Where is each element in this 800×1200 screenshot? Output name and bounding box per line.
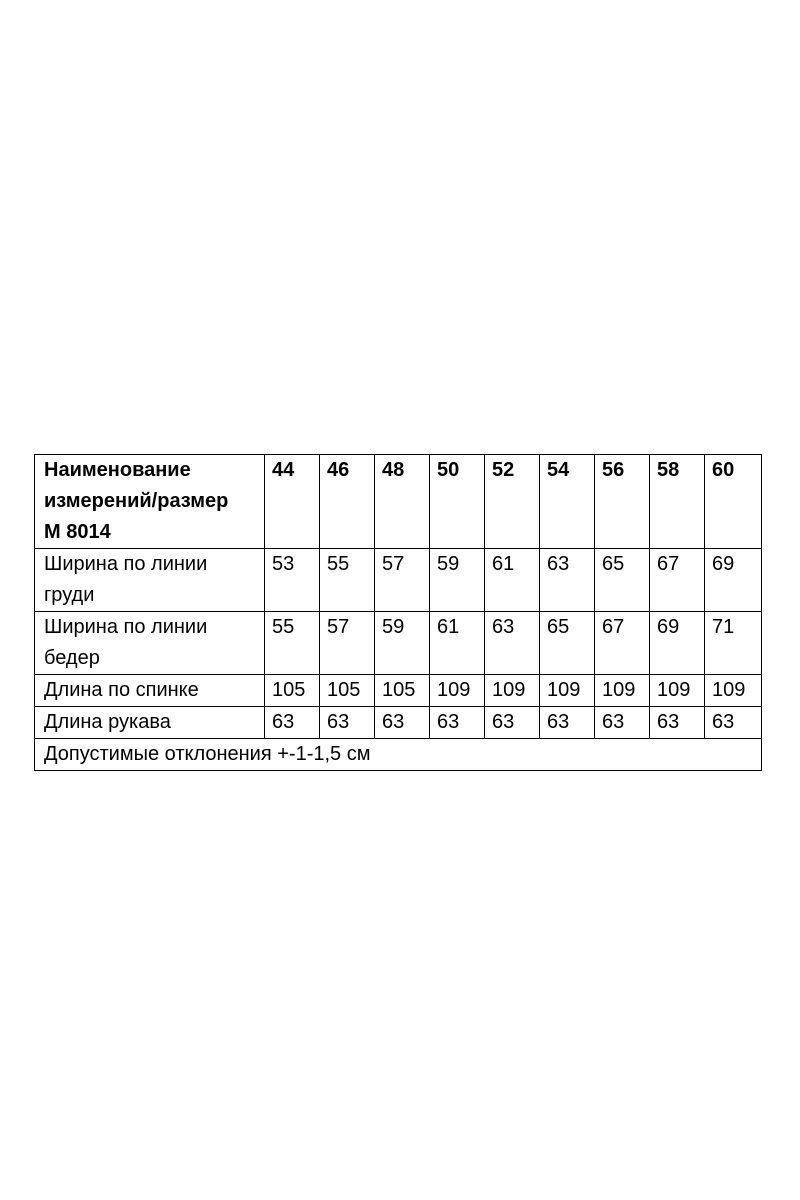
- size-cell: 48: [375, 455, 430, 549]
- value-cell: 63: [650, 707, 705, 739]
- value-cell: 61: [485, 549, 540, 612]
- value-cell: 105: [265, 675, 320, 707]
- size-cell: 50: [430, 455, 485, 549]
- value-cell: 105: [375, 675, 430, 707]
- value-cell: 63: [265, 707, 320, 739]
- value-cell: 55: [265, 612, 320, 675]
- row-label-cell: Ширина по линии бедер: [35, 612, 265, 675]
- value-cell: 57: [375, 549, 430, 612]
- value-cell: 63: [540, 549, 595, 612]
- table-row: [35, 612, 762, 675]
- value-cell: 55: [320, 549, 375, 612]
- value-cell: 109: [650, 675, 705, 707]
- size-cell: 46: [320, 455, 375, 549]
- value-cell: 67: [595, 612, 650, 675]
- tolerance-note: Допустимые отклонения +-1-1,5 см: [35, 739, 762, 771]
- value-cell: 63: [430, 707, 485, 739]
- table-row: [35, 549, 762, 612]
- value-cell: 63: [705, 707, 762, 739]
- header-label-cell: Наименование измерений/размер М 8014: [35, 455, 265, 549]
- value-cell: 63: [540, 707, 595, 739]
- value-cell: 65: [595, 549, 650, 612]
- value-cell: 109: [705, 675, 762, 707]
- table-row: [35, 675, 762, 707]
- value-cell: 63: [485, 707, 540, 739]
- header-row: [35, 455, 762, 549]
- row-label-cell: Ширина по линии груди: [35, 549, 265, 612]
- value-cell: 61: [430, 612, 485, 675]
- value-cell: 57: [320, 612, 375, 675]
- size-cell: 58: [650, 455, 705, 549]
- value-cell: 109: [485, 675, 540, 707]
- value-cell: 69: [705, 549, 762, 612]
- row-label-cell: Длина по спинке: [35, 675, 265, 707]
- value-cell: 65: [540, 612, 595, 675]
- value-cell: 69: [650, 612, 705, 675]
- row-label-cell: Длина рукава: [35, 707, 265, 739]
- value-cell: 109: [540, 675, 595, 707]
- table-row: [35, 707, 762, 739]
- size-cell: 44: [265, 455, 320, 549]
- size-chart-table: [34, 454, 762, 771]
- value-cell: 63: [375, 707, 430, 739]
- value-cell: 71: [705, 612, 762, 675]
- value-cell: 109: [430, 675, 485, 707]
- value-cell: 53: [265, 549, 320, 612]
- value-cell: 59: [375, 612, 430, 675]
- value-cell: 63: [485, 612, 540, 675]
- note-row: [35, 739, 762, 771]
- value-cell: 109: [595, 675, 650, 707]
- value-cell: 67: [650, 549, 705, 612]
- value-cell: 105: [320, 675, 375, 707]
- size-cell: 60: [705, 455, 762, 549]
- size-cell: 52: [485, 455, 540, 549]
- value-cell: 63: [595, 707, 650, 739]
- value-cell: 63: [320, 707, 375, 739]
- size-cell: 56: [595, 455, 650, 549]
- value-cell: 59: [430, 549, 485, 612]
- size-cell: 54: [540, 455, 595, 549]
